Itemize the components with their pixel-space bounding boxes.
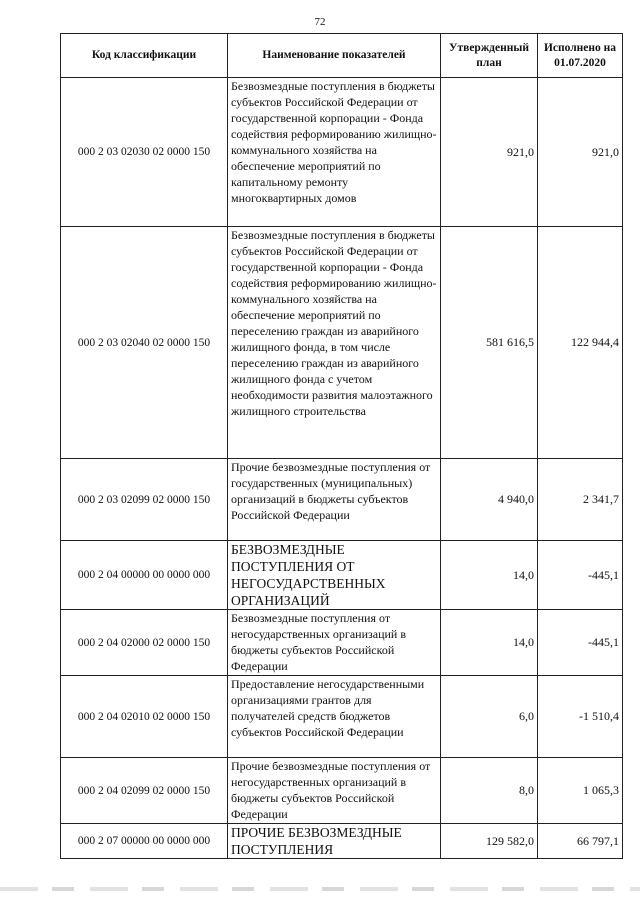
row-plan: 14,0 xyxy=(441,541,538,610)
row-code: 000 2 04 02010 02 0000 150 xyxy=(61,676,228,758)
row-code: 000 2 04 02000 02 0000 150 xyxy=(61,610,228,676)
table-header-row xyxy=(61,34,623,78)
row-code: 000 2 04 00000 00 0000 000 xyxy=(61,541,228,610)
header-done: Исполнено на 01.07.2020 xyxy=(538,34,623,78)
row-code: 000 2 04 02099 02 0000 150 xyxy=(61,758,228,824)
scan-artifact xyxy=(0,887,640,891)
page-number: 72 xyxy=(314,16,326,28)
row-name: БЕЗВОЗМЕЗДНЫЕ ПОСТУПЛЕНИЯ ОТ НЕГОСУДАРСТВЕННЫХ ОРГАНИЗАЦИЙ xyxy=(228,541,441,610)
row-code: 000 2 03 02030 02 0000 150 xyxy=(61,78,228,227)
table-row xyxy=(61,758,623,824)
row-name: ПРОЧИЕ БЕЗВОЗМЕЗДНЫЕ ПОСТУПЛЕНИЯ xyxy=(228,824,441,859)
row-code: 000 2 03 02099 02 0000 150 xyxy=(61,459,228,541)
row-plan: 14,0 xyxy=(441,610,538,676)
header-name: Наименование показателей xyxy=(228,34,441,78)
table-row xyxy=(61,227,623,459)
row-plan: 129 582,0 xyxy=(441,824,538,859)
row-name: Безвозмездные поступления от негосударственных организаций в бюджеты субъектов Российской Федерации xyxy=(228,610,441,676)
row-plan: 4 940,0 xyxy=(441,459,538,541)
row-plan: 921,0 xyxy=(441,78,538,227)
row-done: 1 065,3 xyxy=(538,758,623,824)
table-row xyxy=(61,676,623,758)
row-done: -1 510,4 xyxy=(538,676,623,758)
row-done: 66 797,1 xyxy=(538,824,623,859)
row-plan: 581 616,5 xyxy=(441,227,538,459)
table-row xyxy=(61,824,623,859)
row-name: Предоставление негосударственными организациями грантов для получателей средств бюджетов субъектов Российской Федерации xyxy=(228,676,441,758)
row-done: 2 341,7 xyxy=(538,459,623,541)
row-name: Прочие безвозмездные поступления от негосударственных организаций в бюджеты субъектов Российской Федерации xyxy=(228,758,441,824)
row-name: Безвозмездные поступления в бюджеты субъектов Российской Федерации от государственной корпорации - Фонда содействия реформированию жилищно-коммунального хозяйства на обеспечение мероприятий по капитальному ремонту многоквартирных домов xyxy=(228,78,441,227)
row-name: Безвозмездные поступления в бюджеты субъектов Российской Федерации от государственной корпорации - Фонда содействия реформированию жилищно-коммунального хозяйства на обеспечение мероприятий по переселению граждан из аварийного жилищного фонда, в том числе переселению граждан из аварийного жилищного фонда с учетом необходимости развития малоэтажного жилищного строительства xyxy=(228,227,441,459)
row-done: 122 944,4 xyxy=(538,227,623,459)
header-code: Код классификации xyxy=(61,34,228,78)
table-row xyxy=(61,610,623,676)
table-row xyxy=(61,78,623,227)
row-plan: 8,0 xyxy=(441,758,538,824)
row-code: 000 2 07 00000 00 0000 000 xyxy=(61,824,228,859)
budget-table xyxy=(60,33,623,859)
header-plan: Утвержденный план xyxy=(441,34,538,78)
table-row xyxy=(61,459,623,541)
row-done: -445,1 xyxy=(538,541,623,610)
row-code: 000 2 03 02040 02 0000 150 xyxy=(61,227,228,459)
row-done: -445,1 xyxy=(538,610,623,676)
row-name: Прочие безвозмездные поступления от государственных (муниципальных) организаций в бюджеты субъектов Российской Федерации xyxy=(228,459,441,541)
table-row xyxy=(61,541,623,610)
row-done: 921,0 xyxy=(538,78,623,227)
row-plan: 6,0 xyxy=(441,676,538,758)
